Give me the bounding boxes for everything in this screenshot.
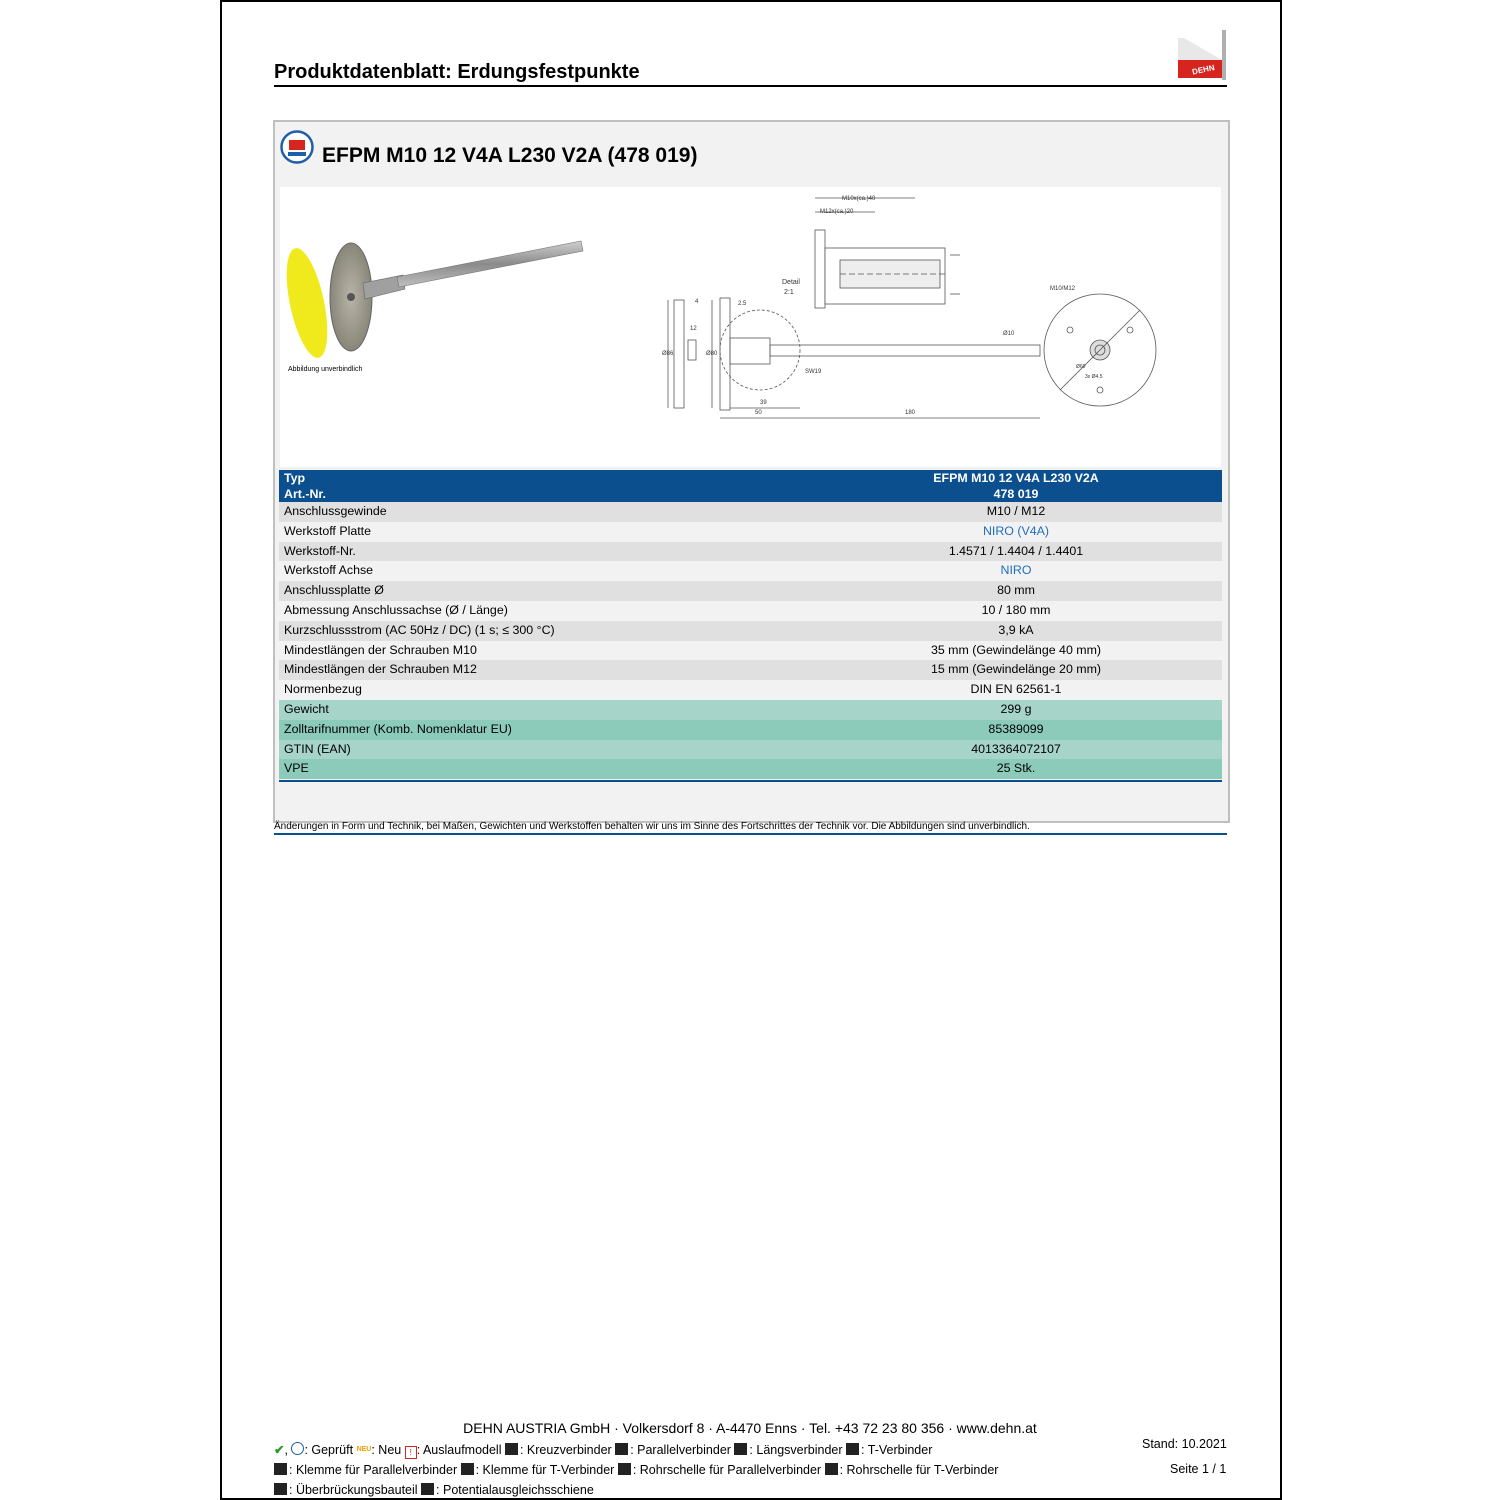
svg-text:2:1: 2:1 <box>784 289 794 296</box>
legend-klemme-t: : Klemme für T-Verbinder <box>475 1463 615 1477</box>
row-value: NIRO (V4A) <box>810 522 1222 542</box>
legend-rohr-t: : Rohrschelle für T-Verbinder <box>839 1463 999 1477</box>
legend-laengs: : Längsverbinder <box>749 1443 843 1457</box>
legend-t: : T-Verbinder <box>861 1443 933 1457</box>
stand-date: Stand: 10.2021 <box>1142 1437 1227 1451</box>
product-photo <box>285 235 585 365</box>
table-header-art <box>279 486 1222 502</box>
footer-company: DEHN AUSTRIA GmbH · Volkersdorf 8 · A-4470 Enns · Tel. +43 72 23 80 356 · www.dehn.at <box>463 1420 1037 1436</box>
table-row <box>279 581 1222 601</box>
svg-text:M10x(ca.)40: M10x(ca.)40 <box>842 196 876 202</box>
row-label: Mindestlängen der Schrauben M12 <box>279 660 810 680</box>
row-value: 299 g <box>810 700 1222 720</box>
table-row <box>279 680 1222 700</box>
tested-badge-icon <box>280 130 314 164</box>
discontinued-icon: ! <box>405 1446 417 1459</box>
cross-connector-icon <box>505 1443 518 1455</box>
title-divider <box>274 85 1227 87</box>
t-connector-icon <box>846 1443 859 1455</box>
row-label: Normenbezug <box>279 680 810 700</box>
image-caption: Abbildung unverbindlich <box>288 366 363 373</box>
row-value: 25 Stk. <box>810 759 1222 779</box>
legend-ueberbr: : Überbrückungsbauteil <box>289 1483 418 1497</box>
legend-auslauf: : Auslaufmodell <box>416 1443 502 1457</box>
svg-text:M10/M12: M10/M12 <box>1050 286 1076 292</box>
row-label: Werkstoff-Nr. <box>279 542 810 562</box>
row-value: 85389099 <box>810 720 1222 740</box>
row-label: Abmessung Anschlussachse (Ø / Länge) <box>279 601 810 621</box>
clamp-t-icon <box>461 1463 474 1475</box>
svg-text:Ø10: Ø10 <box>1003 331 1015 337</box>
disclaimer-rule <box>274 833 1227 835</box>
new-icon: NEU <box>356 1446 372 1453</box>
checkmark-icon: ✔ <box>274 1443 285 1457</box>
row-value: 35 mm (Gewindelänge 40 mm) <box>810 641 1222 661</box>
row-value: 1.4571 / 1.4404 / 1.4401 <box>810 542 1222 562</box>
row-value: 3,9 kA <box>810 621 1222 641</box>
svg-text:Ø80: Ø80 <box>706 351 718 357</box>
legend-neu: : Neu <box>371 1443 402 1457</box>
table-header-typ <box>279 470 1222 486</box>
svg-text:4: 4 <box>695 299 699 305</box>
svg-text:Ø60: Ø60 <box>1076 364 1086 370</box>
row-label: Mindestlängen der Schrauben M10 <box>279 641 810 661</box>
product-name: EFPM M10 12 V4A L230 V2A (478 019) <box>322 144 698 167</box>
row-value: 4013364072107 <box>810 740 1222 760</box>
table-row <box>279 601 1222 621</box>
row-label: Zolltarifnummer (Komb. Nomenklatur EU) <box>279 720 810 740</box>
table-row <box>279 641 1222 661</box>
svg-text:2.5: 2.5 <box>738 301 747 307</box>
svg-text:39: 39 <box>760 400 767 406</box>
table-row <box>279 700 1222 720</box>
legend-potential: : Potentialausgleichsschiene <box>436 1483 594 1497</box>
row-label: Anschlussplatte Ø <box>279 581 810 601</box>
typ-value: EFPM M10 12 V4A L230 V2A <box>810 470 1222 486</box>
legend-parallel: : Parallelverbinder <box>630 1443 731 1457</box>
art-label: Art.-Nr. <box>279 486 810 502</box>
svg-text:3x Ø4.5: 3x Ø4.5 <box>1085 374 1103 380</box>
parallel-connector-icon <box>615 1443 628 1455</box>
table-row <box>279 720 1222 740</box>
row-value: NIRO <box>810 561 1222 581</box>
table-row <box>279 522 1222 542</box>
legend-geprueft: : Geprüft <box>304 1443 354 1457</box>
legend-klemme-parallel: : Klemme für Parallelverbinder <box>289 1463 458 1477</box>
page-title: Produktdatenblatt: Erdungsfestpunkte <box>274 61 640 83</box>
pipe-clamp-parallel-icon <box>618 1463 631 1475</box>
tested-icon <box>291 1442 304 1455</box>
table-row <box>279 542 1222 562</box>
row-value: 80 mm <box>810 581 1222 601</box>
row-label: Anschlussgewinde <box>279 502 810 522</box>
table-row <box>279 740 1222 760</box>
table-row <box>279 759 1222 779</box>
table-bottom-rule <box>279 780 1222 782</box>
svg-text:180: 180 <box>905 410 916 416</box>
row-label: VPE <box>279 759 810 779</box>
pipe-clamp-t-icon <box>825 1463 838 1475</box>
row-label: Werkstoff Achse <box>279 561 810 581</box>
row-value: M10 / M12 <box>810 502 1222 522</box>
clamp-parallel-icon <box>274 1463 287 1475</box>
table-row <box>279 660 1222 680</box>
spec-table <box>279 470 1222 779</box>
row-value: DIN EN 62561-1 <box>810 680 1222 700</box>
svg-text:Ø86: Ø86 <box>662 351 674 357</box>
svg-text:50: 50 <box>755 410 762 416</box>
equipotential-bar-icon <box>421 1483 434 1495</box>
row-value: 10 / 180 mm <box>810 601 1222 621</box>
svg-text:Detail: Detail <box>782 279 800 286</box>
art-value: 478 019 <box>810 486 1222 502</box>
row-label: Werkstoff Platte <box>279 522 810 542</box>
svg-text:M12x(ca.)20: M12x(ca.)20 <box>820 209 854 215</box>
page-number: Seite 1 / 1 <box>1170 1462 1227 1476</box>
legend-kreuz: : Kreuzverbinder <box>519 1443 612 1457</box>
dehn-logo <box>1178 30 1226 80</box>
row-label: Kurzschlussstrom (AC 50Hz / DC) (1 s; ≤ 300 °C) <box>279 621 810 641</box>
legend-rohr-parallel: : Rohrschelle für Parallelverbinder <box>632 1463 822 1477</box>
longitudinal-connector-icon <box>734 1443 747 1455</box>
table-row <box>279 561 1222 581</box>
svg-text:SW19: SW19 <box>805 369 822 375</box>
svg-text:12: 12 <box>690 326 697 332</box>
table-row <box>279 621 1222 641</box>
technical-drawing <box>660 190 1160 430</box>
row-label: Gewicht <box>279 700 810 720</box>
bridging-component-icon <box>274 1483 287 1495</box>
footer-legend: ✔, : Geprüft $^{NEU}$: Neu ! : Auslaufmodell : Kreuzverbinder : Parallelverbinder : Längsverbinder : T-Verbinder : Klemme für Parallelverbinder : Klemme für T-Verbinder : Rohrschelle für Parallelverbinder : Rohrschelle für T-Verbinder : Überbrückungsbauteil : Potentialausgleichsschiene <box>274 1443 999 1497</box>
table-row <box>279 502 1222 522</box>
row-value: 15 mm (Gewindelänge 20 mm) <box>810 660 1222 680</box>
typ-label: Typ <box>279 470 810 486</box>
svg-text:DEHN: DEHN <box>1191 63 1216 77</box>
row-label: GTIN (EAN) <box>279 740 810 760</box>
disclaimer: Änderungen in Form und Technik, bei Maßen, Gewichten und Werkstoffen behalten wir uns im Sinne des Fortschrittes der Technik vor. Die Abbildungen sind unverbindlich. <box>274 821 1030 832</box>
